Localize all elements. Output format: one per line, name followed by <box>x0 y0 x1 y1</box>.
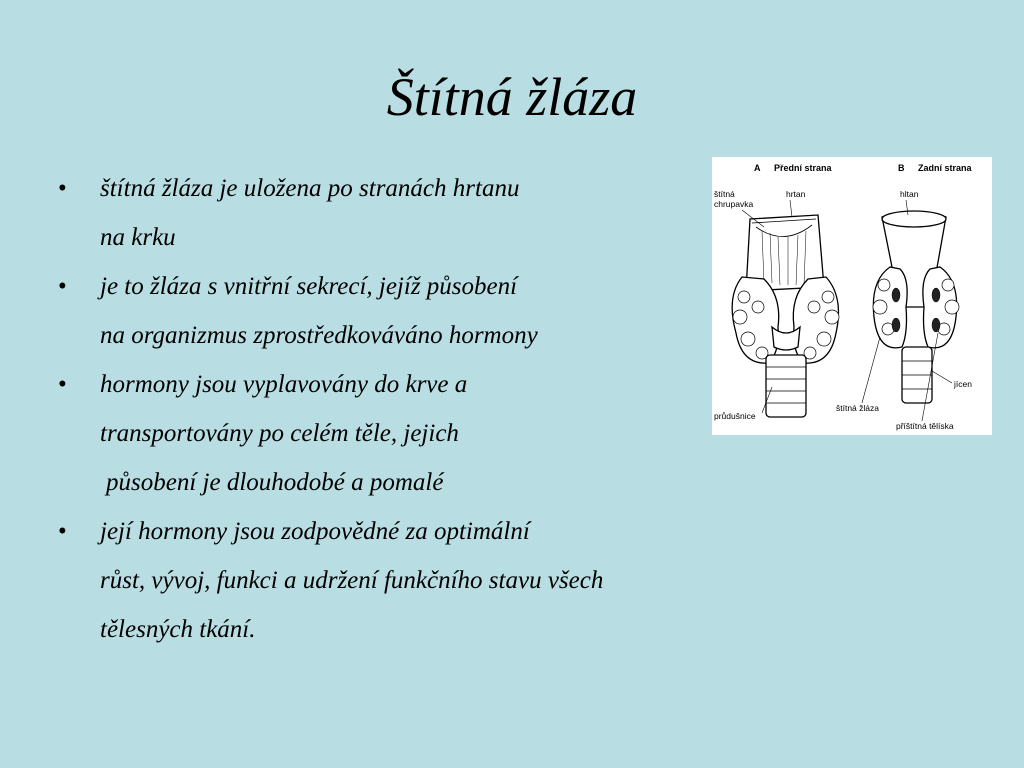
slide-title: Štítná žláza <box>386 67 638 127</box>
bullet-line: na organizmus zprostředkováváno hormony <box>100 322 538 349</box>
panel-b-letter: B <box>898 163 905 173</box>
label-cartilage-1: štítná <box>714 189 735 199</box>
label-esophagus: jícen <box>954 379 972 389</box>
bullet-icon: • <box>58 273 67 300</box>
label-thyroid: štítná žláza <box>836 403 879 413</box>
panel-a-letter: A <box>754 163 761 173</box>
bullet-line: transportovány po celém těle, jejich <box>100 420 459 447</box>
bullet-line: růst, vývoj, funkci a udržení funkčního stavu všech <box>100 567 604 594</box>
list-item <box>58 360 818 507</box>
bullet-list <box>58 164 818 654</box>
bullet-line: štítná žláza je uložena po stranách hrtanu <box>100 175 520 202</box>
label-trachea: průdušnice <box>714 411 756 421</box>
list-item <box>58 164 818 262</box>
label-pharynx: hltan <box>900 189 919 199</box>
label-parathyroid: příštítná tělíska <box>896 421 954 431</box>
bullet-line: působení je dlouhodobé a pomalé <box>106 469 444 496</box>
panel-b-title: Zadní strana <box>918 163 972 173</box>
bullet-icon: • <box>58 371 67 398</box>
bullet-icon: • <box>58 175 67 202</box>
thyroid-illustration <box>712 157 992 435</box>
back-view-drawing <box>873 211 959 403</box>
list-item <box>58 507 818 654</box>
label-larynx: hrtan <box>786 189 806 199</box>
panel-a-title: Přední strana <box>774 163 832 173</box>
bullet-icon: • <box>58 518 67 545</box>
bullet-line: je to žláza s vnitřní sekrecí, jejíž působení <box>100 273 518 300</box>
bullet-line: hormony jsou vyplavovány do krve a <box>100 371 468 398</box>
bullet-line: na krku <box>100 224 176 251</box>
thyroid-diagram <box>712 157 992 435</box>
label-cartilage-2: chrupavka <box>714 199 754 209</box>
front-view-drawing <box>732 215 839 417</box>
list-item <box>58 262 818 360</box>
bullet-line: tělesných tkání. <box>100 616 256 643</box>
bullet-line: její hormony jsou zodpovědné za optimální <box>100 518 530 545</box>
